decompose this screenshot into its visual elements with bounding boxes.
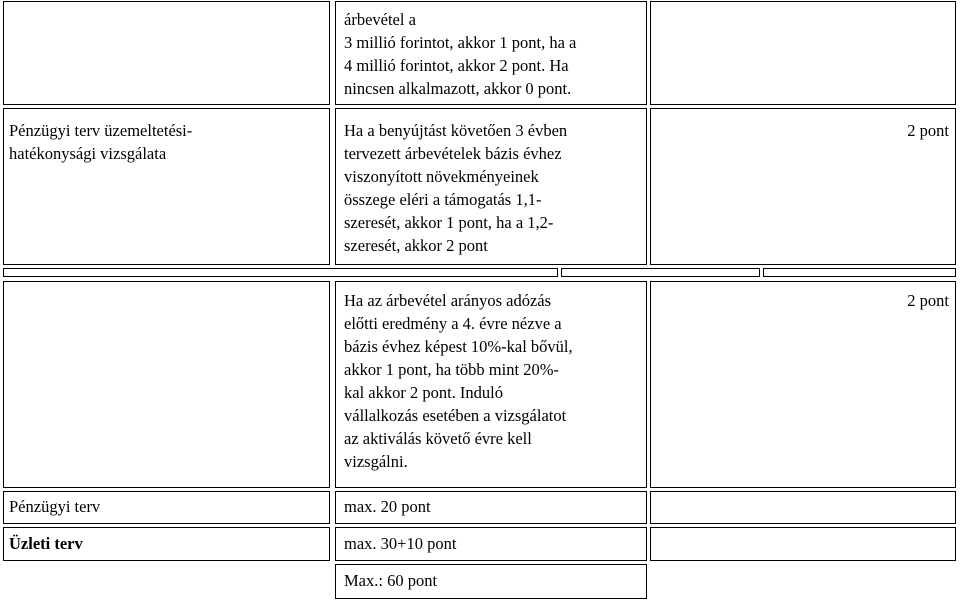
criterion-line: bázis évhez képest 10%-kal bővül, xyxy=(344,337,573,356)
row-efficiency-title-line: hatékonysági vizsgálata xyxy=(9,144,167,163)
total-max: Max.: 60 pont xyxy=(344,571,438,590)
criterion-line: 4 millió forintot, akkor 2 pont. Ha xyxy=(344,56,569,75)
criterion-line: összege eléri a támogatás 1,1- xyxy=(344,190,542,209)
financial-plan-label: Pénzügyi terv xyxy=(9,497,101,516)
total-max-cell xyxy=(335,564,647,599)
separator-cell xyxy=(763,268,956,277)
business-plan-points-cell xyxy=(650,527,956,561)
financial-plan-label-cell xyxy=(3,491,330,524)
criterion-line: kal akkor 2 pont. Induló xyxy=(344,383,504,402)
points-value: 2 pont xyxy=(907,291,949,310)
row-profit-points-cell xyxy=(650,281,956,488)
business-plan-label-cell xyxy=(3,527,330,561)
criterion-line: az aktiválás követő évre kell xyxy=(344,429,532,448)
row-top-criterion-cell xyxy=(335,1,647,105)
row-efficiency-title-cell xyxy=(3,108,330,265)
business-plan-max: max. 30+10 pont xyxy=(344,534,457,553)
financial-plan-max-cell xyxy=(335,491,647,524)
separator-cell xyxy=(3,268,558,277)
points-value: 2 pont xyxy=(907,121,949,140)
criterion-line: vizsgálni. xyxy=(344,452,408,471)
row-profit-title-cell xyxy=(3,281,330,488)
row-efficiency-points-cell xyxy=(650,108,956,265)
criterion-line: Ha az árbevétel arányos adózás xyxy=(344,291,552,310)
criterion-line: tervezett árbevételek bázis évhez xyxy=(344,144,562,163)
row-profit-criterion-cell xyxy=(335,281,647,488)
financial-plan-max: max. 20 pont xyxy=(344,497,431,516)
criterion-line: akkor 1 pont, ha több mint 20%- xyxy=(344,360,559,379)
criterion-line: 3 millió forintot, akkor 1 pont, ha a xyxy=(344,33,577,52)
separator-cell xyxy=(561,268,760,277)
criterion-line: szeresét, akkor 1 pont, ha a 1,2- xyxy=(344,213,554,232)
business-plan-label: Üzleti terv xyxy=(9,534,83,553)
criterion-line: vállalkozás esetében a vizsgálatot xyxy=(344,406,567,425)
criterion-line: árbevétel a xyxy=(344,10,416,29)
row-top-label-cell xyxy=(3,1,330,105)
criterion-line: előtti eredmény a 4. évre nézve a xyxy=(344,314,562,333)
row-top-points-cell xyxy=(650,1,956,105)
row-efficiency-title-line: Pénzügyi terv üzemeltetési- xyxy=(9,121,193,140)
criterion-line: nincsen alkalmazott, akkor 0 pont. xyxy=(344,79,572,98)
business-plan-max-cell xyxy=(335,527,647,561)
criterion-line: Ha a benyújtást követően 3 évben xyxy=(344,121,568,140)
criterion-line: szeresét, akkor 2 pont xyxy=(344,236,488,255)
criterion-line: viszonyított növekményeinek xyxy=(344,167,539,186)
row-efficiency-criterion-cell xyxy=(335,108,647,265)
financial-plan-points-cell xyxy=(650,491,956,524)
